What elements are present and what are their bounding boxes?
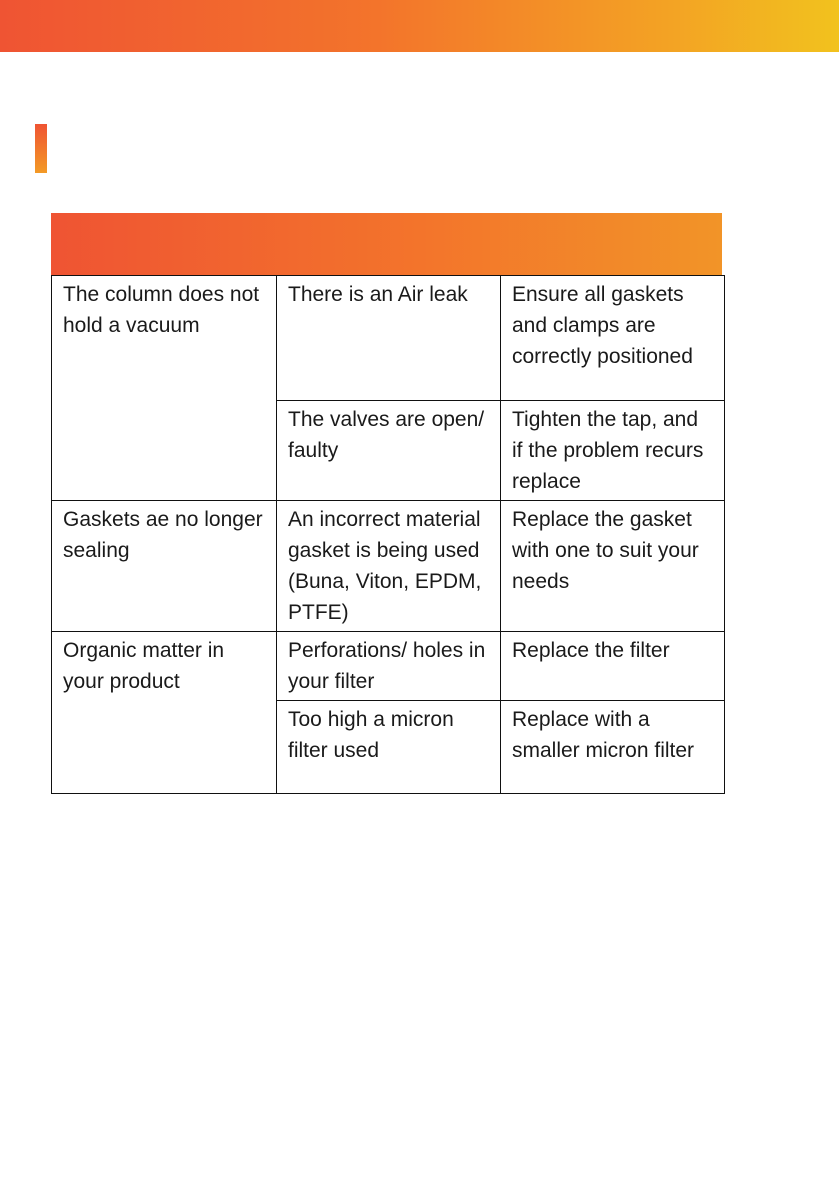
solution-cell: Replace the filter	[501, 632, 725, 701]
solution-cell: Tighten the tap, and if the problem recurs replace	[501, 401, 725, 501]
problem-cell: Organic matter in your product	[52, 632, 277, 794]
table-row	[52, 276, 725, 401]
solution-cell: Replace the gasket with one to suit your needs	[501, 501, 725, 632]
cause-cell: There is an Air leak	[277, 276, 501, 401]
solution-cell: Replace with a smaller micron filter	[501, 701, 725, 794]
cause-cell: Perforations/ holes in your filter	[277, 632, 501, 701]
problem-cell: The column does not hold a vacuum	[52, 276, 277, 501]
problem-cell: Gaskets ae no longer sealing	[52, 501, 277, 632]
section-marker	[35, 124, 47, 173]
table-row	[52, 501, 725, 632]
troubleshooting-table	[51, 275, 725, 794]
cause-cell: The valves are open/ faulty	[277, 401, 501, 501]
cause-cell: Too high a micron filter used	[277, 701, 501, 794]
table-row	[52, 632, 725, 701]
solution-cell: Ensure all gaskets and clamps are correctly positioned	[501, 276, 725, 401]
top-banner	[0, 0, 839, 52]
table-header-bar	[51, 213, 722, 276]
cause-cell: An incorrect material gasket is being used (Buna, Viton, EPDM, PTFE)	[277, 501, 501, 632]
